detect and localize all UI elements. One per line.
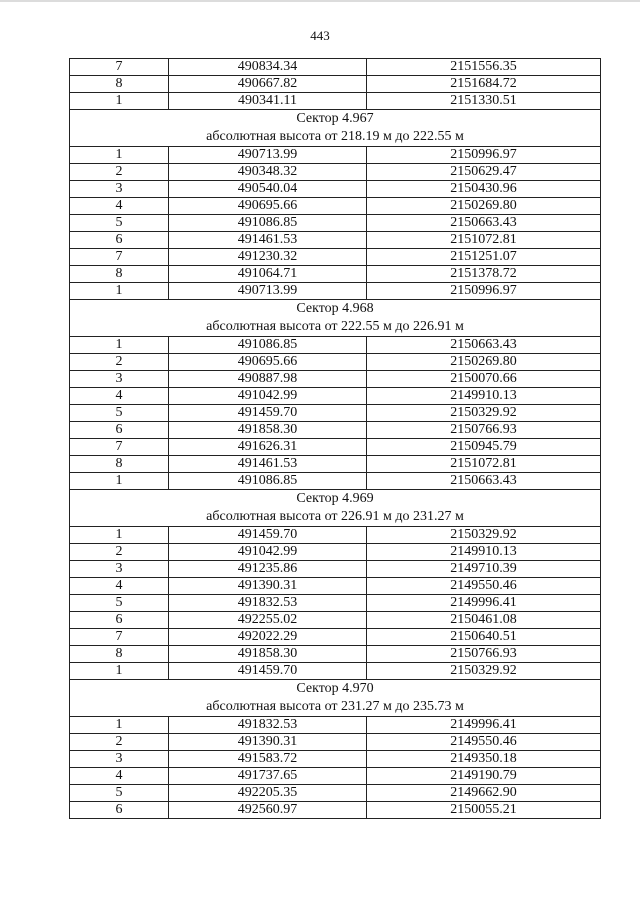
point-number-cell: 8 [70,456,169,473]
x-coordinate-cell: 491086.85 [169,337,367,354]
y-coordinate-cell: 2150070.66 [367,371,601,388]
point-number-cell: 8 [70,266,169,283]
coordinates-table-body [70,59,601,819]
sector-height-row [70,318,601,337]
y-coordinate-cell: 2150269.80 [367,198,601,215]
table-row [70,266,601,283]
sector-title-row [70,110,601,129]
y-coordinate-cell: 2149350.18 [367,751,601,768]
point-number-cell: 2 [70,164,169,181]
x-coordinate-cell: 491858.30 [169,422,367,439]
table-row [70,456,601,473]
sector-height-range: абсолютная высота от 231.27 м до 235.73 м [70,698,601,717]
table-row [70,147,601,164]
x-coordinate-cell: 491858.30 [169,646,367,663]
y-coordinate-cell: 2150663.43 [367,337,601,354]
table-row [70,249,601,266]
point-number-cell: 6 [70,232,169,249]
y-coordinate-cell: 2150945.79 [367,439,601,456]
point-number-cell: 5 [70,785,169,802]
table-row [70,283,601,300]
y-coordinate-cell: 2150461.08 [367,612,601,629]
x-coordinate-cell: 491042.99 [169,388,367,405]
y-coordinate-cell: 2149910.13 [367,544,601,561]
sector-height-row [70,698,601,717]
y-coordinate-cell: 2150329.92 [367,663,601,680]
x-coordinate-cell: 491461.53 [169,456,367,473]
x-coordinate-cell: 491832.53 [169,717,367,734]
y-coordinate-cell: 2150663.43 [367,473,601,490]
sector-title-row [70,300,601,319]
sector-height-row [70,508,601,527]
y-coordinate-cell: 2150329.92 [367,527,601,544]
x-coordinate-cell: 491390.31 [169,734,367,751]
table-row [70,422,601,439]
point-number-cell: 4 [70,768,169,785]
table-row [70,439,601,456]
y-coordinate-cell: 2150430.96 [367,181,601,198]
point-number-cell: 1 [70,93,169,110]
x-coordinate-cell: 490348.32 [169,164,367,181]
y-coordinate-cell: 2150996.97 [367,147,601,164]
point-number-cell: 6 [70,802,169,819]
table-row [70,93,601,110]
y-coordinate-cell: 2149550.46 [367,578,601,595]
page-top-edge [0,0,640,2]
sector-height-row [70,128,601,147]
table-row [70,544,601,561]
x-coordinate-cell: 491583.72 [169,751,367,768]
point-number-cell: 6 [70,612,169,629]
point-number-cell: 8 [70,646,169,663]
x-coordinate-cell: 490667.82 [169,76,367,93]
point-number-cell: 3 [70,371,169,388]
table-row [70,405,601,422]
point-number-cell: 5 [70,215,169,232]
sector-height-range: абсолютная высота от 226.91 м до 231.27 м [70,508,601,527]
x-coordinate-cell: 491042.99 [169,544,367,561]
x-coordinate-cell: 491064.71 [169,266,367,283]
y-coordinate-cell: 2150766.93 [367,422,601,439]
x-coordinate-cell: 490713.99 [169,147,367,164]
x-coordinate-cell: 491626.31 [169,439,367,456]
sector-title: Сектор 4.970 [70,680,601,699]
table-row [70,663,601,680]
y-coordinate-cell: 2150996.97 [367,283,601,300]
y-coordinate-cell: 2150329.92 [367,405,601,422]
x-coordinate-cell: 492205.35 [169,785,367,802]
y-coordinate-cell: 2150269.80 [367,354,601,371]
table-row [70,734,601,751]
point-number-cell: 7 [70,249,169,266]
table-row [70,629,601,646]
table-row [70,371,601,388]
point-number-cell: 5 [70,595,169,612]
table-row [70,646,601,663]
point-number-cell: 2 [70,734,169,751]
page-number: 443 [310,28,330,43]
point-number-cell: 1 [70,283,169,300]
y-coordinate-cell: 2149996.41 [367,717,601,734]
point-number-cell: 3 [70,181,169,198]
y-coordinate-cell: 2151684.72 [367,76,601,93]
point-number-cell: 7 [70,629,169,646]
y-coordinate-cell: 2150766.93 [367,646,601,663]
table-row [70,473,601,490]
x-coordinate-cell: 490695.66 [169,198,367,215]
y-coordinate-cell: 2149550.46 [367,734,601,751]
y-coordinate-cell: 2150055.21 [367,802,601,819]
sector-height-range: абсолютная высота от 222.55 м до 226.91 м [70,318,601,337]
sector-title: Сектор 4.968 [70,300,601,319]
point-number-cell: 1 [70,717,169,734]
sector-title-row [70,490,601,509]
point-number-cell: 4 [70,578,169,595]
y-coordinate-cell: 2149910.13 [367,388,601,405]
y-coordinate-cell: 2149710.39 [367,561,601,578]
table-row [70,578,601,595]
point-number-cell: 8 [70,76,169,93]
y-coordinate-cell: 2150629.47 [367,164,601,181]
table-row [70,337,601,354]
point-number-cell: 4 [70,388,169,405]
point-number-cell: 1 [70,527,169,544]
x-coordinate-cell: 491235.86 [169,561,367,578]
x-coordinate-cell: 491230.32 [169,249,367,266]
x-coordinate-cell: 491086.85 [169,473,367,490]
y-coordinate-cell: 2151072.81 [367,232,601,249]
table-row [70,527,601,544]
table-row [70,802,601,819]
table-row [70,181,601,198]
point-number-cell: 7 [70,439,169,456]
x-coordinate-cell: 491832.53 [169,595,367,612]
point-number-cell: 4 [70,198,169,215]
y-coordinate-cell: 2149996.41 [367,595,601,612]
x-coordinate-cell: 490887.98 [169,371,367,388]
x-coordinate-cell: 490713.99 [169,283,367,300]
table-row [70,595,601,612]
point-number-cell: 2 [70,354,169,371]
y-coordinate-cell: 2151251.07 [367,249,601,266]
y-coordinate-cell: 2150640.51 [367,629,601,646]
x-coordinate-cell: 491390.31 [169,578,367,595]
table-row [70,768,601,785]
x-coordinate-cell: 491461.53 [169,232,367,249]
x-coordinate-cell: 490341.11 [169,93,367,110]
y-coordinate-cell: 2151330.51 [367,93,601,110]
table-row [70,232,601,249]
x-coordinate-cell: 492022.29 [169,629,367,646]
x-coordinate-cell: 492255.02 [169,612,367,629]
x-coordinate-cell: 491459.70 [169,663,367,680]
y-coordinate-cell: 2149662.90 [367,785,601,802]
y-coordinate-cell: 2151378.72 [367,266,601,283]
y-coordinate-cell: 2151556.35 [367,59,601,76]
x-coordinate-cell: 491737.65 [169,768,367,785]
x-coordinate-cell: 490540.04 [169,181,367,198]
sector-title: Сектор 4.967 [70,110,601,129]
sector-title: Сектор 4.969 [70,490,601,509]
table-row [70,751,601,768]
y-coordinate-cell: 2149190.79 [367,768,601,785]
x-coordinate-cell: 491459.70 [169,405,367,422]
table-row [70,164,601,181]
point-number-cell: 1 [70,473,169,490]
table-row [70,198,601,215]
table-row [70,354,601,371]
sector-height-range: абсолютная высота от 218.19 м до 222.55 м [70,128,601,147]
point-number-cell: 6 [70,422,169,439]
table-row [70,561,601,578]
sector-title-row [70,680,601,699]
x-coordinate-cell: 491459.70 [169,527,367,544]
coordinates-table [69,58,601,819]
y-coordinate-cell: 2150663.43 [367,215,601,232]
point-number-cell: 5 [70,405,169,422]
x-coordinate-cell: 490834.34 [169,59,367,76]
table-row [70,388,601,405]
table-row [70,76,601,93]
table-row [70,215,601,232]
point-number-cell: 3 [70,751,169,768]
point-number-cell: 7 [70,59,169,76]
point-number-cell: 1 [70,147,169,164]
table-row [70,717,601,734]
table-row [70,785,601,802]
x-coordinate-cell: 490695.66 [169,354,367,371]
y-coordinate-cell: 2151072.81 [367,456,601,473]
point-number-cell: 1 [70,337,169,354]
x-coordinate-cell: 491086.85 [169,215,367,232]
point-number-cell: 3 [70,561,169,578]
table-row [70,612,601,629]
point-number-cell: 1 [70,663,169,680]
x-coordinate-cell: 492560.97 [169,802,367,819]
table-row [70,59,601,76]
point-number-cell: 2 [70,544,169,561]
